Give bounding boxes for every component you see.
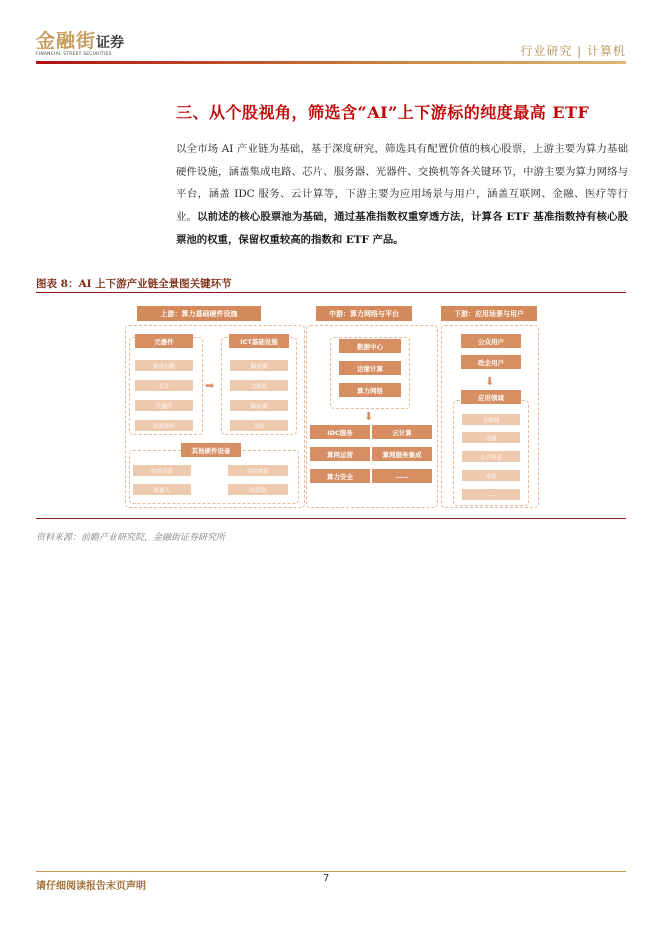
ict-header: ICT基础设施 xyxy=(229,334,289,348)
field-item: 电信 xyxy=(462,470,520,481)
field-item: …… xyxy=(462,489,520,500)
components-header: 元器件 xyxy=(135,334,193,348)
midstream-item: 云计算 xyxy=(372,425,432,439)
other-hardware-item: 温控系统 xyxy=(228,465,288,476)
arrow-right-icon: ➡ xyxy=(205,379,215,392)
other-hardware-group xyxy=(129,450,299,504)
header-divider xyxy=(36,61,626,64)
company-logo xyxy=(36,26,124,57)
field-item: 互联网 xyxy=(462,414,520,425)
upstream-header: 上游：算力基础硬件设施 xyxy=(137,306,261,321)
other-hardware-header: 其他硬件设备 xyxy=(181,443,241,457)
midstream-item: 算力安全 xyxy=(310,469,370,483)
midstream-header: 中游：算力网络与平台 xyxy=(316,306,412,321)
midstream-item: 算网服务集成 xyxy=(372,447,432,461)
ict-item: 路由器 xyxy=(230,400,288,411)
field-item: 金融 xyxy=(462,432,520,443)
page-number: 7 xyxy=(323,873,330,884)
body-bold-text: 以前述的核心股票池为基础，通过基准指数权重穿透方法，计算各 ETF 基准指数持有核心股票池的权重，保留权重较高的指数和 ETF 产品。 xyxy=(176,211,629,246)
ict-item: 交换机 xyxy=(230,380,288,391)
figure-bottom-divider xyxy=(36,518,626,519)
section-title: 三、从个股视角，筛选含“AI”上下游标的纯度最高 ETF xyxy=(176,103,590,122)
other-hardware-item: 机器人 xyxy=(133,484,191,495)
ict-item: 服务器 xyxy=(230,360,288,371)
midstream-item: 数据中心 xyxy=(339,339,401,353)
footer-disclaimer: 请仔细阅读报告末页声明 xyxy=(36,881,146,892)
logo-cn: 金融街 xyxy=(36,30,97,52)
field-item: 公共事业 xyxy=(462,451,520,462)
user-type: 政企用户 xyxy=(461,355,521,369)
component-item: 芯片 xyxy=(135,380,193,391)
fields-header: 应用领域 xyxy=(461,390,521,404)
figure-caption: 图表 8：AI 上下游产业链全景图关键环节 xyxy=(36,278,232,290)
figure-source: 资料来源：前瞻产业研究院，金融街证券研究所 xyxy=(36,533,226,543)
logo-cn2: 证券 xyxy=(96,35,125,51)
midstream-item: 算网运营 xyxy=(310,447,370,461)
arrow-down-icon: ⬇ xyxy=(485,375,495,388)
component-item: 射频器件 xyxy=(135,420,193,431)
midstream-item: 算力网络 xyxy=(339,383,401,397)
user-type: 公众用户 xyxy=(461,334,521,348)
midstream-item: …… xyxy=(372,469,432,483)
caption-divider xyxy=(36,292,626,293)
footer-divider xyxy=(36,871,626,872)
downstream-header: 下游：应用场景与用户 xyxy=(441,306,537,321)
ict-item: 基站 xyxy=(230,420,288,431)
other-hardware-item: 传感器 xyxy=(228,484,288,495)
arrow-down-icon: ⬇ xyxy=(364,410,374,423)
other-hardware-item: 电源设备 xyxy=(133,465,191,476)
component-item: 光器件 xyxy=(135,400,193,411)
component-item: 集成电路 xyxy=(135,360,193,371)
body-paragraph xyxy=(176,138,628,252)
midstream-item: 边缘计算 xyxy=(339,361,401,375)
report-section: 行业研究 | 计算机 xyxy=(520,44,626,58)
logo-en: FINANCIAL STREET SECURITIES xyxy=(36,52,112,57)
body-text: 以全市场 AI 产业链为基础，基于深度研究，筛选具有配置价值的核心股票，上游主要为算力基础硬件设施，涵盖集成电路、芯片、服务器、光器件、交换机等各关键环节，中游主要为算力网络与平台，涵盖 IDC 服务、云计算等，下游主要为应用场景与用户，涵盖互联网、金融、医疗等行业。 xyxy=(176,143,628,224)
midstream-item: IDC服务 xyxy=(310,425,370,439)
industry-chain-diagram xyxy=(123,302,541,512)
